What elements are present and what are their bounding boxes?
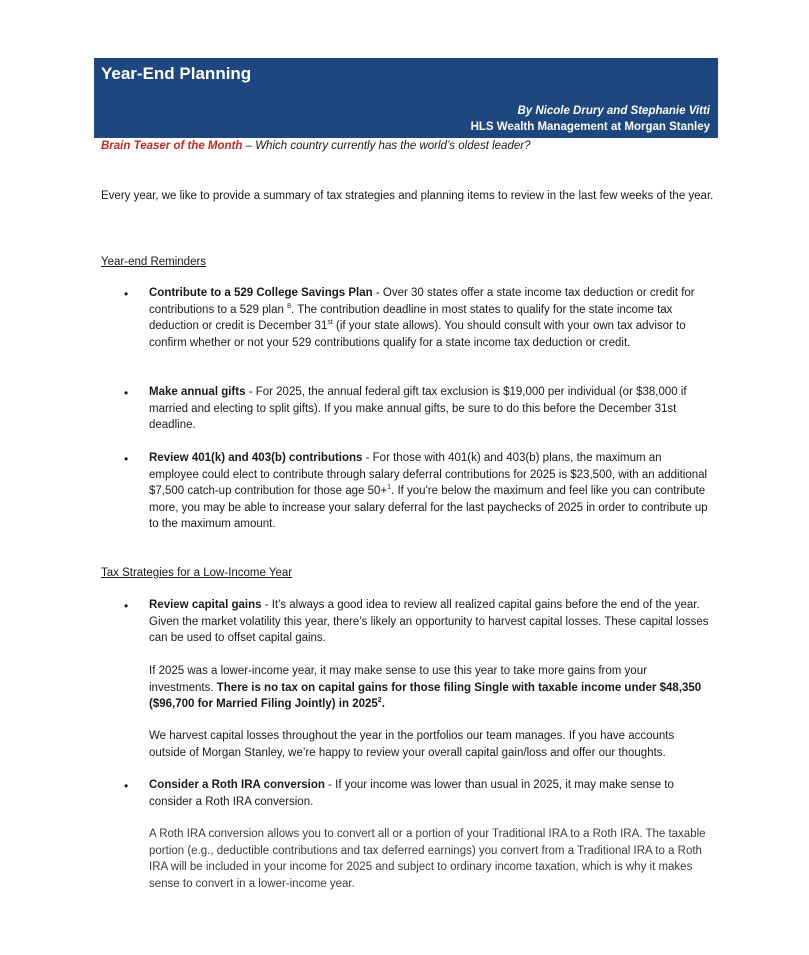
capital-gains-paragraph-3: We harvest capital losses throughout the year in the portfolios our team manages. If you have accounts outside of Morgan Stanley, we’re happy to review your overall capital gain/loss and offer our thoughts. bbox=[149, 730, 675, 759]
list-item-529: Contribute to a 529 College Savings Plan - Over 30 states offer a state income tax deduction or credit for contributions to a 529 plan $^8$. The contribution deadline in most states to qualify for the state income tax deduction or credit is December 31st (if your state allows). You should consult with your own tax advisor to confirm whether or not your 529 contributions qualify for a state income tax deduction or credit. bbox=[149, 287, 695, 349]
brain-teaser bbox=[101, 140, 721, 152]
header-banner bbox=[94, 58, 718, 138]
item-title: Consider a Roth IRA conversion bbox=[149, 779, 325, 791]
roth-paragraph-2: A Roth IRA conversion allows you to convert all or a portion of your Traditional IRA to a Roth IRA. The taxable portion (e.g., deductible contributions and tax deferred earnings) you convert from a Traditional IRA to a Roth IRA will be included in your income for 2025 and subject to ordinary income taxation, which is why it makes sense to convert in a lower-income year. bbox=[149, 828, 706, 890]
capital-gains-paragraph-2: If 2025 was a lower-income year, it may make sense to use this year to take more gains from your investments. There is no tax on capital gains for those filing Single with taxable income under $48,350 ($96,700 for Married Filing Jointly) in 2025$^2$. bbox=[149, 665, 702, 711]
section-heading-low-income: Tax Strategies for a Low-Income Year bbox=[101, 567, 293, 579]
brain-teaser-label: Brain Teaser of the Month bbox=[101, 140, 243, 152]
bullet-icon: • bbox=[124, 386, 129, 400]
firm-line: HLS Wealth Management at Morgan Stanley bbox=[470, 121, 710, 133]
authors-line: By Nicole Drury and Stephanie Vitti bbox=[517, 105, 710, 117]
bullet-icon: • bbox=[124, 599, 129, 613]
bullet-icon: • bbox=[124, 452, 129, 466]
list-item-capital-gains: Review capital gains - It's always a good idea to review all realized capital gains before the end of the year. Given the market volatility this year, there’s likely an opportunity to harvest capital losses. These capital losses can be used to offset capital gains. bbox=[149, 599, 709, 645]
list-item-401k: Review 401(k) and 403(b) contributions - For those with 401(k) and 403(b) plans, the maximum an employee could elect to contribute through salary deferral contributions for 2025 is $23,500, with an additional $7,500 catch-up contribution for those age 50+$^1$. If you're below the maximum and feel like you can contribute more, you may be able to increase your salary deferral for the last paychecks of 2025 in order to contribute up to the maximum amount. bbox=[149, 452, 708, 531]
item-title: Review capital gains bbox=[149, 599, 262, 611]
list-item-gifts: Make annual gifts - For 2025, the annual federal gift tax exclusion is $19,000 per individual (or $38,000 if married and electing to split gifts). If you make annual gifts, be sure to do this before the December 31st deadline. bbox=[149, 386, 687, 432]
bullet-icon: • bbox=[124, 779, 129, 793]
item-title: Make annual gifts bbox=[149, 386, 246, 398]
section-heading-reminders: Year-end Reminders bbox=[101, 256, 207, 268]
page-title: Year-End Planning bbox=[101, 64, 252, 83]
item-title: Review 401(k) and 403(b) contributions bbox=[149, 452, 363, 464]
list-item-roth: Consider a Roth IRA conversion - If your income was lower than usual in 2025, it may make sense to consider a Roth IRA conversion. bbox=[149, 779, 674, 808]
bullet-icon: • bbox=[124, 287, 129, 301]
brain-teaser-question: – Which country currently has the world’s oldest leader? bbox=[242, 140, 531, 152]
item-title: Contribute to a 529 College Savings Plan bbox=[149, 287, 373, 299]
intro-paragraph: Every year, we like to provide a summary of tax strategies and planning items to review in the last few weeks of the year. bbox=[101, 190, 714, 202]
